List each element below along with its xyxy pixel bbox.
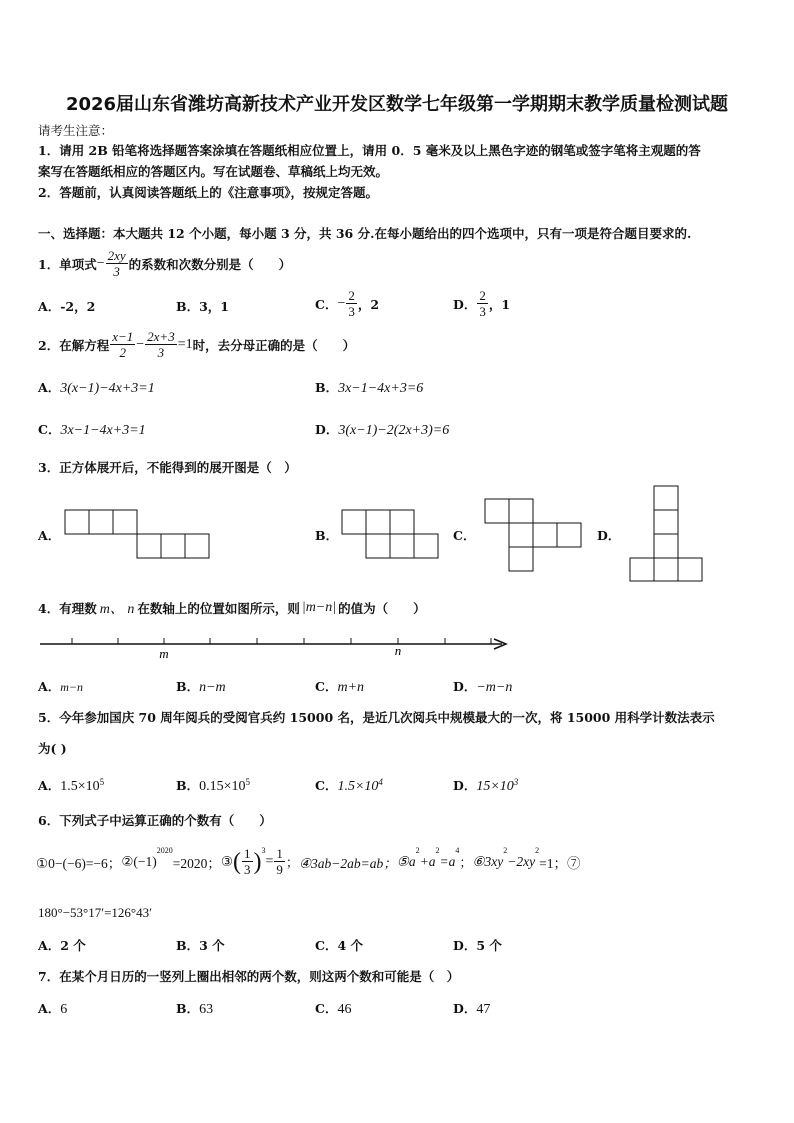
q6-option-b[interactable]: B．3 个 (176, 938, 225, 953)
q3-option-a-label[interactable]: A． (38, 528, 61, 543)
q5-option-a-label: A． (38, 778, 61, 793)
q1-option-c-fraction (346, 288, 357, 319)
q5-option-d-label: D． (453, 778, 477, 793)
q3-option-b-label[interactable]: B． (315, 528, 339, 543)
q4-option-c[interactable] (315, 677, 364, 696)
section-heading: 一、选择题：本大题共 12 个小题，每小题 3 分，共 36 分.在每小题给出的四个选项中，只有一项是符合题目要求的. (38, 226, 692, 241)
q6-expr-3-result-fraction (274, 846, 285, 877)
q4-option-c-expr: m+n (337, 680, 365, 695)
q6-option-c[interactable]: C．4 个 (315, 938, 363, 953)
question-3-stem: 3．正方体展开后，不能得到的展开图是（ ） (38, 460, 297, 475)
q2-fraction-1-numerator: x−1 (112, 329, 134, 344)
q3-net-c (485, 499, 581, 571)
q2-stem-suffix: 时，去分母正确的是（ ） (192, 337, 356, 353)
q5-option-c[interactable] (315, 776, 383, 795)
q7-option-a-value: 6 (60, 1002, 68, 1017)
q7-option-b-value: 63 (199, 1002, 214, 1017)
q1-option-c-suffix: ，2 (357, 296, 380, 312)
q7-option-c-label: C． (315, 1001, 338, 1016)
question-5-stem-line-1: 5．今年参加国庆 70 周年阅兵的受阅官兵约 15000 名，是近几次阅兵中规模最大的一次，将 15000 用科学计数法表示 (38, 710, 715, 725)
number-line (0, 628, 794, 663)
q2-fraction-1 (110, 329, 135, 360)
q3-cube-nets (0, 480, 794, 585)
q4-option-b-label: B． (176, 679, 200, 694)
q6-expr-2-exponent: 2020 (156, 846, 173, 855)
q1-option-c[interactable] (315, 288, 379, 319)
q6-expr-6-result: =1；⑦ (539, 855, 581, 871)
q3-option-c-label[interactable]: C． (453, 528, 476, 543)
q5-option-d-expr: 15×10 (476, 779, 514, 794)
q5-option-a-exponent: 5 (99, 776, 105, 787)
q4-option-a-label: A． (38, 679, 61, 694)
q1-option-d-numerator: 2 (479, 288, 486, 303)
q2-option-d-expr: 3(x−1)−2(2x+3)=6 (338, 423, 450, 438)
q1-fraction-numerator: 2xy (107, 248, 126, 263)
q6-expressions (36, 846, 580, 877)
q6-expr-6-exp-1: 2 (503, 846, 508, 855)
q6-expr-3-result-denominator: 9 (276, 862, 283, 877)
q6-expr-5-a: ⑤a (396, 853, 416, 869)
q3-net-a (65, 510, 209, 558)
q2-option-c[interactable] (38, 420, 146, 439)
q6-expr-3-result-numerator: 1 (276, 846, 283, 861)
q6-expr-6-b: −2xy (507, 853, 536, 869)
q5-option-b-expr: 0.15×10 (199, 779, 246, 794)
q7-option-a[interactable] (38, 999, 67, 1018)
q7-option-d-value: 47 (476, 1002, 491, 1017)
q2-fraction-2-numerator: 2x+3 (147, 329, 175, 344)
number-line-label-n: n (394, 643, 402, 658)
q6-expr-6-a: ⑥3xy (472, 853, 504, 869)
q6-expr-2-base: ②(−1) (121, 853, 157, 869)
q1-fraction (106, 248, 128, 279)
q5-option-b-exponent: 5 (245, 776, 250, 787)
question-5-stem-line-2: 为( ) (38, 741, 67, 756)
q2-fraction-2-denominator: 3 (157, 345, 165, 360)
q7-option-d-label: D． (453, 1001, 477, 1016)
q4-option-c-label: C． (315, 679, 338, 694)
q5-option-b-label: B． (176, 778, 200, 793)
q1-stem-prefix: 1．单项式 (38, 256, 97, 272)
q5-option-a[interactable] (38, 776, 104, 795)
q2-option-d[interactable] (315, 420, 449, 439)
q4-variables: m、 n (99, 602, 135, 617)
q6-expr-3-prefix: ③ (220, 853, 234, 869)
q1-stem-suffix: 的系数和次数分别是（ ） (128, 256, 292, 272)
q6-expr-3-denominator: 3 (244, 862, 251, 877)
q2-option-b-label: B． (315, 380, 339, 395)
q6-expr-5-exp-1: 2 (415, 846, 420, 855)
q3-option-d-label[interactable]: D． (597, 528, 621, 543)
q2-fraction-2 (145, 329, 177, 360)
q1-option-d-fraction (477, 288, 488, 319)
q6-expr-3-separator: ； (285, 856, 299, 871)
q1-option-a[interactable]: A．-2，2 (38, 299, 96, 314)
q7-option-c-value: 46 (337, 1002, 352, 1017)
q2-equals-one: =1 (177, 336, 193, 352)
q6-option-d[interactable]: D．5 个 (453, 938, 502, 953)
q6-expr-3-exponent: 3 (261, 846, 266, 855)
q1-option-d[interactable] (453, 288, 510, 319)
q2-option-b[interactable] (315, 378, 423, 397)
q1-option-c-minus: − (337, 295, 346, 311)
q7-option-b-label: B． (176, 1001, 200, 1016)
q6-expr-3-equals: = (265, 853, 274, 869)
q5-option-d[interactable] (453, 776, 518, 795)
q2-option-a[interactable] (38, 378, 155, 397)
q6-expr-3-numerator: 1 (244, 846, 251, 861)
q4-stem-prefix: 4．有理数 (38, 601, 97, 616)
q1-minus: − (96, 255, 105, 271)
q7-option-a-label: A． (38, 1001, 61, 1016)
q1-option-d-suffix: ，1 (488, 296, 511, 312)
q1-fraction-denominator: 3 (113, 264, 120, 279)
number-line-label-m: m (159, 646, 169, 661)
q6-expr-7: 180°−53°17′=126°43′ (38, 905, 152, 920)
q2-option-a-label: A． (38, 380, 61, 395)
q2-option-c-label: C． (38, 422, 61, 437)
q6-option-a[interactable]: A．2 个 (38, 938, 86, 953)
q5-option-c-label: C． (315, 778, 338, 793)
question-6-stem: 6．下列式子中运算正确的个数有（ ） (38, 813, 272, 828)
q6-expr-5-separator: ； (459, 856, 473, 871)
q6-expr-5-c: =a (439, 853, 456, 869)
q1-option-d-label: D． (453, 296, 477, 312)
q7-option-d[interactable] (453, 999, 490, 1018)
q6-expr-6-exp-2: 2 (535, 846, 540, 855)
q4-option-a-expr: m−n (60, 680, 83, 694)
q6-expr-4: ④3ab−2ab=ab； (298, 855, 397, 871)
q2-option-d-label: D． (315, 422, 339, 437)
q4-option-b[interactable] (176, 677, 226, 696)
q2-option-c-expr: 3x−1−4x+3=1 (60, 423, 146, 438)
q1-option-b[interactable]: B．3，1 (176, 299, 229, 314)
q6-expr-5-exp-2: 2 (435, 846, 440, 855)
question-2-stem (38, 329, 355, 360)
q5-option-c-exponent: 4 (378, 776, 383, 787)
q4-stem-suffix: 的值为（ ） (338, 601, 426, 616)
q7-option-c[interactable] (315, 999, 351, 1018)
q5-option-a-expr: 1.5×10 (60, 779, 100, 794)
q4-option-b-expr: n−m (199, 680, 226, 695)
q1-option-d-denominator: 3 (479, 304, 486, 319)
q1-option-c-numerator: 2 (348, 288, 355, 303)
q4-stem-middle: 在数轴上的位置如图所示，则 (137, 601, 300, 616)
question-1-stem (38, 248, 291, 279)
q6-expr-1: ①0−(−6)=−6； (36, 855, 122, 871)
question-7-stem: 7．在某个月日历的一竖列上圈出相邻的两个数，则这两个数和可能是（ ） (38, 969, 460, 984)
number-line-ticks (72, 638, 491, 644)
q1-option-c-denominator: 3 (348, 304, 355, 319)
notice-header: 请考生注意： (38, 123, 114, 138)
q2-stem-prefix: 2．在解方程 (38, 337, 110, 353)
q6-left-paren-icon: ( (233, 848, 242, 875)
q2-option-a-expr: 3(x−1)−4x+3=1 (60, 381, 155, 396)
q6-expr-3-fraction (242, 846, 253, 877)
notice-item-1-line-2: 案写在答题纸相应的答题区内。写在试题卷、草稿纸上均无效。 (38, 164, 389, 179)
q1-option-c-label: C． (315, 296, 338, 312)
q2-minus: − (136, 336, 145, 352)
q4-option-d[interactable] (453, 677, 512, 696)
q3-net-b (342, 510, 438, 558)
q4-option-d-label: D． (453, 679, 477, 694)
q2-option-b-expr: 3x−1−4x+3=6 (338, 381, 424, 396)
q6-expr-5-exp-3: 4 (455, 846, 460, 855)
q2-fraction-1-denominator: 2 (119, 345, 126, 360)
q4-option-d-expr: −m−n (476, 680, 513, 695)
q3-net-d (630, 486, 702, 581)
q6-right-paren-icon: ) (253, 848, 262, 875)
q7-option-b[interactable] (176, 999, 213, 1018)
notice-item-2: 2．答题前，认真阅读答题纸上的《注意事项》，按规定答题。 (38, 185, 378, 200)
q4-option-a[interactable] (38, 677, 83, 695)
q5-option-b[interactable] (176, 776, 250, 795)
q5-option-c-expr: 1.5×10 (337, 779, 379, 794)
page-title: 2026届山东省潍坊高新技术产业开发区数学七年级第一学期期末教学质量检测试题 (65, 94, 729, 115)
notice-item-1-line-1: 1．请用 2B 铅笔将选择题答案涂填在答题纸相应位置上，请用 0．5 毫米及以上黑色字迹的钢笔或签字笔将主观题的答 (38, 143, 701, 158)
q6-expr-5-b: +a (419, 853, 436, 869)
q5-option-d-exponent: 3 (513, 776, 519, 787)
question-4-stem (38, 598, 426, 618)
q4-absolute-value: |m−n| (301, 600, 337, 615)
q6-expr-2-result: =2020； (172, 855, 221, 871)
